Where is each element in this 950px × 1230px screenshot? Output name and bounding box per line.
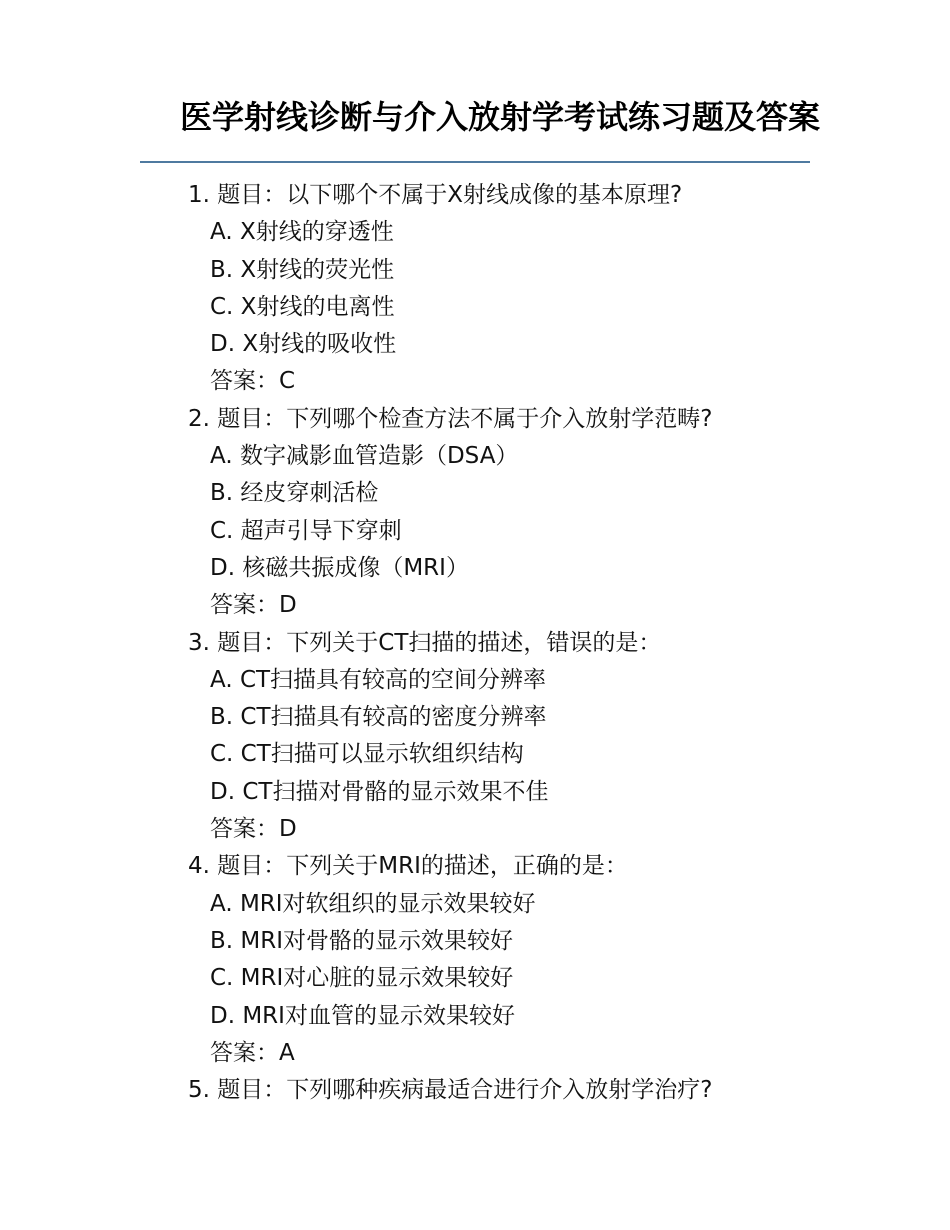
- title-underline: [140, 161, 810, 163]
- question-3-stem: 3. 题目：下列关于CT扫描的描述，错误的是：: [188, 629, 662, 656]
- question-3-option-a: A. CT扫描具有较高的空间分辨率: [210, 666, 547, 693]
- question-1-stem: 1. 题目：以下哪个不属于X射线成像的基本原理?: [188, 182, 683, 208]
- question-4-option-b: B. MRI对骨骼的显示效果较好: [210, 927, 514, 954]
- question-4-stem: 4. 题目：下列关于MRI的描述，正确的是：: [188, 853, 628, 880]
- document-title: 医学射线诊断与介入放射学考试练习题及答案: [179, 98, 820, 136]
- question-4-option-c: C. MRI对心脏的显示效果较好: [210, 965, 514, 992]
- question-3-option-b: B. CT扫描具有较高的密度分辨率: [210, 704, 547, 731]
- question-5-stem: 5. 题目：下列哪种疾病最适合进行介入放射学治疗?: [188, 1077, 713, 1104]
- question-1-answer: 答案：C: [210, 368, 296, 395]
- question-3-option-c: C. CT扫描可以显示软组织结构: [210, 741, 524, 768]
- question-2-option-c: C. 超声引导下穿刺: [210, 517, 402, 544]
- question-4-option-a: A. MRI对软组织的显示效果较好: [210, 890, 536, 917]
- question-4-option-d: D. MRI对血管的显示效果较好: [210, 1002, 515, 1029]
- question-4-answer: 答案：A: [210, 1039, 295, 1066]
- question-1-option-a: A. X射线的穿透性: [210, 219, 394, 246]
- question-2-stem: 2. 题目：下列哪个检查方法不属于介入放射学范畴?: [188, 405, 713, 432]
- question-2-option-d: D. 核磁共振成像（MRI）: [210, 554, 469, 581]
- question-1-option-c: C. X射线的电离性: [210, 293, 395, 320]
- question-3-answer: 答案：D: [210, 816, 297, 843]
- question-3-option-d: D. CT扫描对骨骼的显示效果不佳: [210, 778, 549, 805]
- question-2-answer: 答案：D: [210, 592, 297, 619]
- question-2-option-b: B. 经皮穿刺活检: [210, 480, 379, 507]
- question-1-option-b: B. X射线的荧光性: [210, 256, 395, 283]
- question-1-option-d: D. X射线的吸收性: [210, 331, 397, 358]
- question-2-option-a: A. 数字减影血管造影（DSA）: [210, 443, 519, 470]
- question-list: [188, 177, 712, 1109]
